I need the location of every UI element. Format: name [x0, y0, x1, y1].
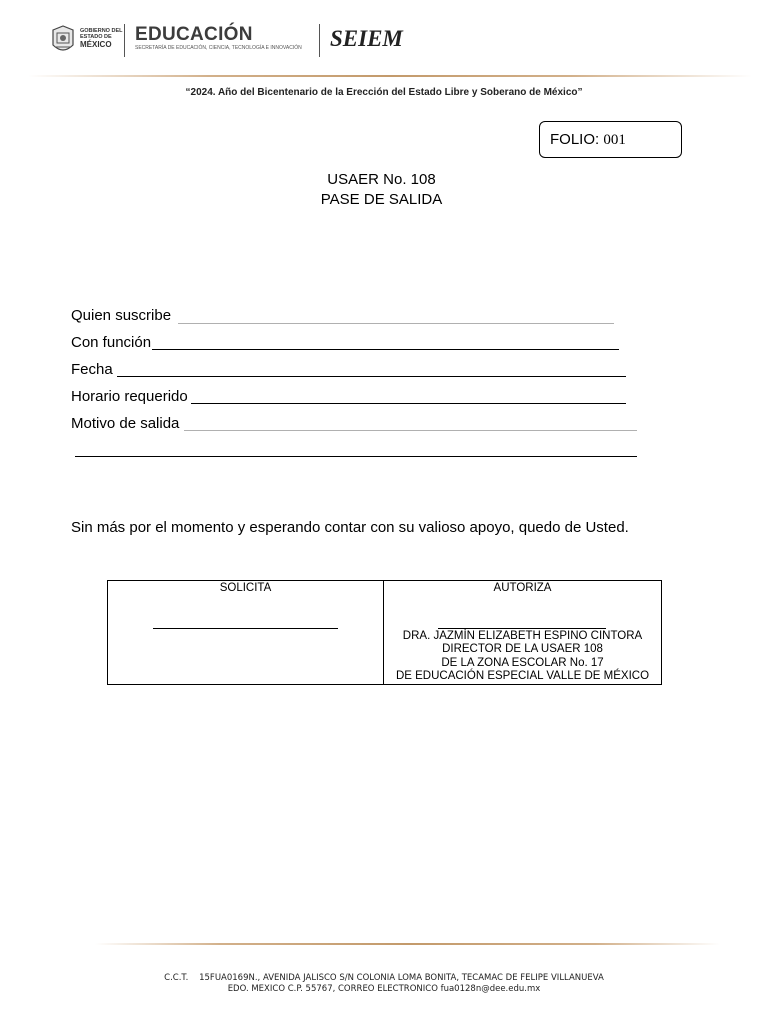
autoriza-line-2: DIRECTOR DE LA USAER 108: [442, 643, 603, 655]
fecha-label: Fecha: [71, 361, 113, 378]
footer-rule: [95, 943, 720, 945]
solicita-signature-line[interactable]: [153, 628, 338, 629]
footer-line-1: C.C.T. 15FUA0169N., AVENIDA JALISCO S/N COLONIA LOMA BONITA, TECAMAC DE FELIPE VILLANUEVA: [164, 973, 604, 983]
folio-label-text: FOLIO:: [550, 131, 600, 148]
state-seal-icon: [50, 25, 76, 55]
motto: “2024. Año del Bicentenario de la Erección del Estado Libre y Soberano de México”: [185, 87, 583, 98]
gob-line-2: ESTADO DE: [80, 34, 112, 40]
education-title: EDUCACIÓN: [135, 24, 253, 45]
con-funcion-line[interactable]: [152, 349, 619, 350]
seiem-logo: SEIEM: [330, 26, 403, 51]
motivo-line[interactable]: [184, 430, 637, 431]
education-subtitle: SECRETARÍA DE EDUCACIÓN, CIENCIA, TECNOLOGÍA E INNOVACIÓN: [135, 45, 302, 51]
horario-line[interactable]: [191, 403, 626, 404]
header-divider-2: [319, 24, 320, 57]
document-title-line-1: USAER No. 108: [327, 171, 436, 188]
folio-number: 001: [603, 132, 626, 148]
header-rule: [28, 75, 752, 77]
con-funcion-label: Con función: [71, 334, 152, 351]
solicita-header: SOLICITA: [219, 582, 272, 594]
footer-line-2: EDO. MEXICO C.P. 55767, CORREO ELECTRONICO fua0128n@dee.edu.mx: [227, 984, 541, 994]
autoriza-line-3: DE LA ZONA ESCOLAR No. 17: [441, 657, 604, 669]
gob-line-1: GOBIERNO DEL: [80, 28, 123, 34]
quien-suscribe-label: Quien suscribe: [71, 307, 172, 324]
closing-text: Sin más por el momento y esperando contar con su valioso apoyo, quedo de Usted.: [71, 519, 629, 536]
government-logo-text: [80, 28, 122, 49]
gob-line-3: MÉXICO: [80, 40, 112, 49]
autoriza-name: DRA. JAZMÍN ELIZABETH ESPINO CINTORA: [402, 630, 643, 642]
header-divider: [124, 24, 125, 57]
autoriza-header: AUTORIZA: [493, 582, 552, 594]
autoriza-signature-line[interactable]: [438, 628, 606, 629]
horario-label: Horario requerido: [71, 388, 188, 405]
quien-suscribe-line[interactable]: [178, 323, 614, 324]
motivo-line-2[interactable]: [75, 456, 637, 457]
folio-label: [550, 131, 626, 149]
autoriza-line-4: DE EDUCACIÓN ESPECIAL VALLE DE MÉXICO: [395, 670, 650, 682]
fecha-line[interactable]: [117, 376, 626, 377]
document-title-line-2: PASE DE SALIDA: [320, 191, 443, 208]
motivo-label: Motivo de salida: [71, 415, 180, 432]
